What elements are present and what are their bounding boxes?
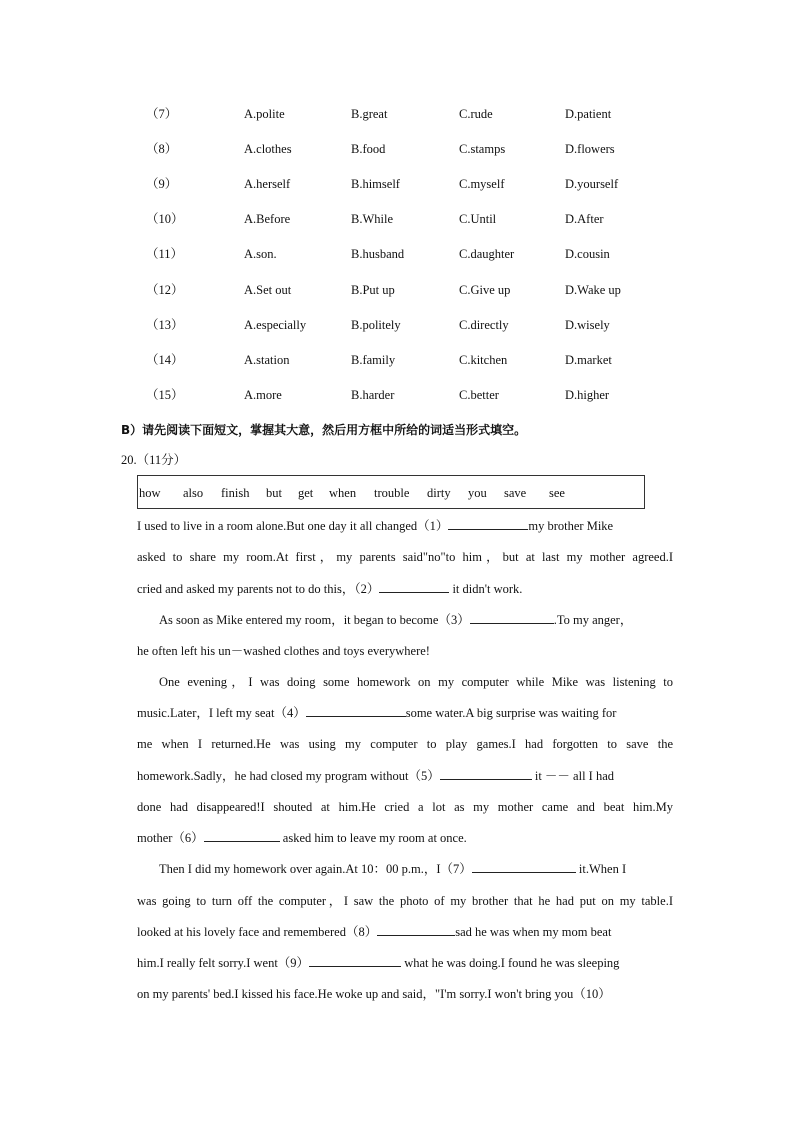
option-c: C.Until: [459, 212, 497, 226]
option-b: B.great: [351, 107, 388, 121]
answer-blank-9[interactable]: [309, 953, 401, 967]
passage-line: asked to share my room.At first，my parents said"no"to him，but at last my mother agreed.I: [137, 550, 673, 564]
passage-line: him.I really felt sorry.I went（9） what he was doing.I found he was sleeping: [137, 953, 673, 973]
word-bank-item: save: [504, 486, 527, 500]
question-number: （7）: [146, 107, 178, 121]
option-c: C.directly: [459, 318, 509, 332]
word-bank-item: you: [468, 486, 487, 500]
option-d: D.After: [565, 212, 604, 226]
passage-line: One evening，I was doing some homework on my computer while Mike was listening to: [159, 675, 673, 689]
option-a: A.clothes: [244, 142, 292, 156]
word-bank-item: see: [549, 486, 565, 500]
question-number: （8）: [146, 142, 178, 156]
option-b: B.Put up: [351, 283, 395, 297]
word-bank-item: trouble: [374, 486, 410, 500]
passage-line: he often left his un－washed clothes and toys everywhere!: [137, 644, 430, 658]
passage-line: looked at his lovely face and remembered（8） sad he was when my mom beat: [137, 922, 673, 942]
question-number: （13）: [146, 318, 184, 332]
word-bank-item: dirty: [427, 486, 451, 500]
option-d: D.cousin: [565, 247, 610, 261]
option-a: A.polite: [244, 107, 285, 121]
passage-line: I used to live in a room alone.But one day it all changed（1） my brother Mike: [137, 516, 673, 536]
option-b: B.politely: [351, 318, 401, 332]
passage-line: cried and asked my parents not to do this，（2） it didn't work.: [137, 579, 673, 599]
option-a: A.herself: [244, 177, 291, 191]
question-number: （10）: [146, 212, 184, 226]
passage-line: done had disappeared!I shouted at him.He cried a lot as my mother came and beat him.My: [137, 800, 673, 814]
passage-line: was going to turn off the computer，I saw the photo of my brother that he had put on my table.I: [137, 894, 673, 908]
option-c: C.daughter: [459, 247, 515, 261]
answer-blank-5[interactable]: [440, 766, 532, 780]
option-a: A.more: [244, 388, 282, 402]
option-c: C.Give up: [459, 283, 511, 297]
question-heading: 20.（11分）: [121, 453, 187, 467]
option-a: A.son.: [244, 247, 277, 261]
option-a: A.especially: [244, 318, 307, 332]
option-d: D.yourself: [565, 177, 619, 191]
answer-blank-3[interactable]: [470, 610, 554, 624]
question-number: （12）: [146, 283, 184, 297]
option-d: D.patient: [565, 107, 612, 121]
answer-blank-6[interactable]: [204, 828, 280, 842]
answer-blank-8[interactable]: [377, 922, 455, 936]
passage-line: mother（6） asked him to leave my room at once.: [137, 828, 673, 848]
option-c: C.better: [459, 388, 499, 402]
word-bank-item: finish: [221, 486, 250, 500]
option-b: B.husband: [351, 247, 405, 261]
option-c: C.kitchen: [459, 353, 508, 367]
option-c: C.myself: [459, 177, 505, 191]
passage-line: on my parents' bed.I kissed his face.He woke up and said，"I'm sorry.I won't bring you（10）: [137, 987, 611, 1001]
passage-line: music.Later，I left my seat（4） some water.A big surprise was waiting for: [137, 703, 673, 723]
option-b: B.himself: [351, 177, 400, 191]
option-d: D.flowers: [565, 142, 615, 156]
passage-line: me when I returned.He was using my computer to play games.I had forgotten to save the: [137, 737, 673, 751]
option-a: A.Set out: [244, 283, 292, 297]
word-bank-item: when: [329, 486, 357, 500]
option-a: A.station: [244, 353, 290, 367]
answer-blank-1[interactable]: [448, 516, 528, 530]
passage-line: Then I did my homework over again.At 10：00 p.m.，I（7） it.When I: [159, 859, 673, 879]
question-number: （9）: [146, 177, 178, 191]
word-bank-box: [137, 475, 645, 509]
passage-line: As soon as Mike entered my room，it began to become（3） .To my anger，: [159, 610, 673, 630]
question-number: （14）: [146, 353, 184, 367]
option-a: A.Before: [244, 212, 291, 226]
question-number: （11）: [146, 247, 184, 261]
question-number: （15）: [146, 388, 184, 402]
word-bank-item: get: [298, 486, 314, 500]
option-b: B.family: [351, 353, 396, 367]
option-b: B.harder: [351, 388, 395, 402]
option-d: D.wisely: [565, 318, 610, 332]
option-d: D.Wake up: [565, 283, 621, 297]
passage-line: homework.Sadly，he had closed my program without（5） it －－ all I had: [137, 766, 673, 786]
option-d: D.higher: [565, 388, 610, 402]
answer-blank-4[interactable]: [306, 703, 406, 717]
answer-blank-2[interactable]: [379, 579, 449, 593]
option-b: B.While: [351, 212, 394, 226]
option-d: D.market: [565, 353, 612, 367]
option-c: C.stamps: [459, 142, 506, 156]
answer-blank-7[interactable]: [472, 859, 576, 873]
word-bank-item: how: [139, 486, 161, 500]
section-b-instruction: B）请先阅读下面短文，掌握其大意，然后用方框中所给的词适当形式填空。: [121, 423, 527, 437]
word-bank-item: but: [266, 486, 282, 500]
option-c: C.rude: [459, 107, 493, 121]
word-bank-item: also: [183, 486, 204, 500]
option-b: B.food: [351, 142, 386, 156]
